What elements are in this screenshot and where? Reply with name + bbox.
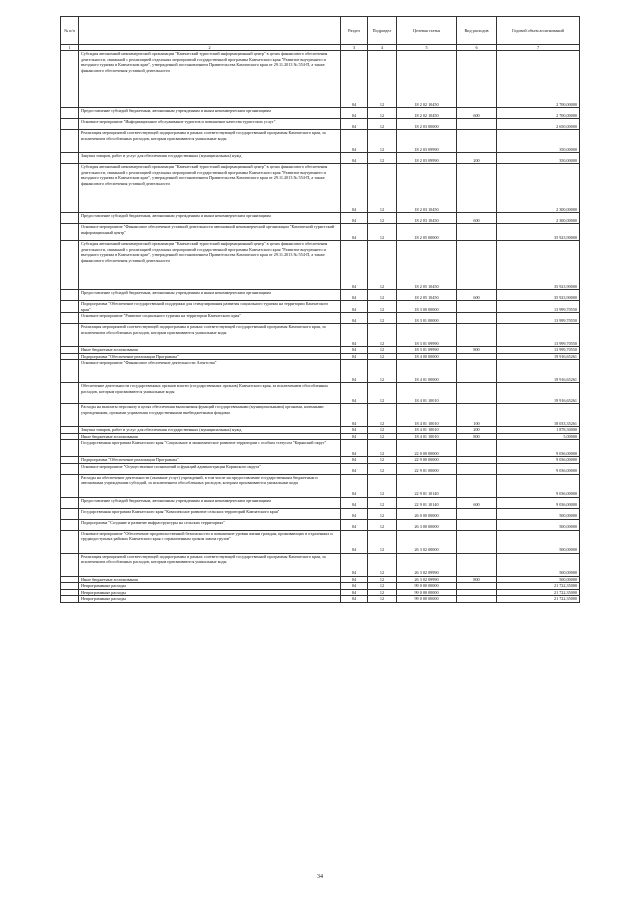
row-subsection-cell: 12 [368, 497, 397, 508]
table-row [61, 164, 580, 213]
row-expense-type-cell [457, 519, 497, 530]
row-amount-cell: 9 036,00000 [497, 497, 580, 508]
row-number-cell [61, 383, 79, 404]
table-row [61, 51, 580, 108]
row-subsection-cell: 12 [368, 553, 397, 576]
row-expense-type-cell [457, 383, 497, 404]
row-name-cell: Закупка товаров, работ и услуг для обеспечения государственных (муниципальных) нужд [79, 153, 341, 164]
row-target-cell: 18 4 00 00000 [397, 353, 457, 360]
row-expense-type-cell [457, 596, 497, 603]
row-subsection-cell: 12 [368, 583, 397, 590]
row-expense-type-cell [457, 119, 497, 130]
row-amount-cell: 13 999,70550 [497, 347, 580, 354]
table-row [61, 463, 580, 474]
row-target-cell: 18 2 03 09990 [397, 130, 457, 153]
row-section-cell: 04 [341, 519, 368, 530]
table-row [61, 324, 580, 347]
row-section-cell: 04 [341, 457, 368, 464]
row-target-cell: 26 3 02 09990 [397, 576, 457, 583]
row-target-cell: 18 3 01 09990 [397, 347, 457, 354]
row-target-cell: 18 4 01 10010 [397, 433, 457, 440]
row-expense-type-cell [457, 508, 497, 519]
row-subsection-cell: 12 [368, 427, 397, 434]
row-section-cell: 04 [341, 553, 368, 576]
row-number-cell [61, 519, 79, 530]
row-expense-type-cell [457, 440, 497, 457]
row-target-cell: 22 0 00 00000 [397, 440, 457, 457]
table-row [61, 508, 580, 519]
row-number-cell [61, 360, 79, 383]
row-target-cell: 26 3 02 09990 [397, 553, 457, 576]
row-subsection-cell: 12 [368, 51, 397, 108]
row-target-cell: 18 2 05 00000 [397, 224, 457, 241]
row-section-cell: 04 [341, 589, 368, 596]
table-row [61, 119, 580, 130]
row-number-cell [61, 224, 79, 241]
row-amount-cell: 500,00000 [497, 519, 580, 530]
row-target-cell: 18 2 03 00000 [397, 119, 457, 130]
row-target-cell: 18 4 01 10010 [397, 404, 457, 427]
row-expense-type-cell [457, 313, 497, 324]
row-name-cell: Основное мероприятие "Осуществление полномочий и функций администрации Корякского округа" [79, 463, 341, 474]
table-row [61, 360, 580, 383]
row-subsection-cell: 12 [368, 596, 397, 603]
row-expense-type-cell: 600 [457, 108, 497, 119]
row-section-cell: 04 [341, 290, 368, 301]
row-name-cell: Иные бюджетные ассигнования [79, 576, 341, 583]
row-target-cell: 22 9 01 10140 [397, 497, 457, 508]
row-expense-type-cell [457, 360, 497, 383]
table-row [61, 108, 580, 119]
row-section-cell: 04 [341, 404, 368, 427]
row-section-cell: 04 [341, 427, 368, 434]
row-name-cell: Непрограммные расходы [79, 589, 341, 596]
row-expense-type-cell [457, 51, 497, 108]
row-amount-cell: 350,00000 [497, 153, 580, 164]
row-number-cell [61, 508, 79, 519]
row-name-cell: Подпрограмма "Обеспечение государственной поддержки для стимулирования развития социального туризма на территории Камчатского края" [79, 301, 341, 313]
row-section-cell: 04 [341, 241, 368, 290]
row-target-cell: 18 2 02 10450 [397, 108, 457, 119]
row-subsection-cell: 12 [368, 433, 397, 440]
row-number-cell [61, 463, 79, 474]
row-name-cell: Субсидия автономной некоммерческой организации "Камчатский туристский информационный центр" в целях финансового обеспечения деятельности, связанной с реализацией отдельных мероприятий государственной программы Камчатского края "Развитие внутреннего и въездного туризма в Камчатском крае", утвержденной постановлением Правительства Камчатского края от 29.11.2013 № 554-П, а также финансового обеспечения уставной деятельности [79, 164, 341, 213]
budget-table [60, 16, 580, 603]
row-amount-cell: 21 722,35000 [497, 589, 580, 596]
row-name-cell: Реализация мероприятий соответствующей подпрограммы в рамках соответствующей государственной программы Камчатского края, за исключением обособленных расходов, которым присваиваются уникальные коды [79, 324, 341, 347]
row-target-cell: 26 3 00 00000 [397, 519, 457, 530]
row-expense-type-cell: 800 [457, 433, 497, 440]
row-section-cell: 04 [341, 360, 368, 383]
row-number-cell [61, 324, 79, 347]
row-section-cell: 04 [341, 130, 368, 153]
row-section-cell: 04 [341, 530, 368, 553]
column-index: 7 [497, 45, 580, 51]
row-section-cell: 04 [341, 463, 368, 474]
row-name-cell: Предоставление субсидий бюджетным, автономным учреждениям и иным некоммерческим организациям [79, 108, 341, 119]
row-subsection-cell: 12 [368, 589, 397, 596]
row-subsection-cell: 12 [368, 508, 397, 519]
row-expense-type-cell [457, 530, 497, 553]
row-name-cell: Субсидия автономной некоммерческой организации "Камчатский туристский информационный центр" в целях финансового обеспечения деятельности, связанной с реализацией отдельных мероприятий государственной программы Камчатского края "Развитие внутреннего и въездного туризма в Камчатском крае", утвержденной постановлением Правительства Камчатского края от 29.11.2013 № 554-П, а также финансового обеспечения уставной деятельности [79, 51, 341, 108]
row-expense-type-cell: 800 [457, 347, 497, 354]
column-index: 1 [61, 45, 79, 51]
row-subsection-cell: 12 [368, 474, 397, 497]
row-expense-type-cell [457, 164, 497, 213]
row-subsection-cell: 12 [368, 353, 397, 360]
row-amount-cell: 2 300,00000 [497, 164, 580, 213]
row-name-cell: Реализация мероприятий соответствующей подпрограммы в рамках соответствующей государственной программы Камчатского края, за исключением обособленных расходов, которым присваиваются уникальные коды [79, 130, 341, 153]
row-section-cell: 04 [341, 433, 368, 440]
row-number-cell [61, 119, 79, 130]
row-number-cell [61, 596, 79, 603]
row-expense-type-cell: 800 [457, 576, 497, 583]
row-subsection-cell: 12 [368, 576, 397, 583]
row-section-cell: 04 [341, 324, 368, 347]
column-index: 6 [457, 45, 497, 51]
row-amount-cell: 5,00000 [497, 433, 580, 440]
row-expense-type-cell [457, 463, 497, 474]
row-target-cell: 18 2 05 10450 [397, 241, 457, 290]
row-section-cell: 04 [341, 383, 368, 404]
row-name-cell: Предоставление субсидий бюджетным, автономным учреждениям и иным некоммерческим организациям [79, 213, 341, 224]
row-number-cell [61, 474, 79, 497]
row-amount-cell: 500,00000 [497, 553, 580, 576]
row-name-cell: Реализация мероприятий соответствующей подпрограммы в рамках соответствующей государственной программы Камчатского края, за исключением обособленных расходов, которым присваиваются уникальные коды [79, 553, 341, 576]
row-section-cell: 04 [341, 301, 368, 313]
row-expense-type-cell [457, 301, 497, 313]
table-row [61, 153, 580, 164]
row-expense-type-cell [457, 130, 497, 153]
row-subsection-cell: 12 [368, 108, 397, 119]
row-amount-cell: 21 722,35000 [497, 596, 580, 603]
row-expense-type-cell [457, 241, 497, 290]
row-target-cell: 18 3 00 00000 [397, 301, 457, 313]
row-number-cell [61, 530, 79, 553]
table-row [61, 213, 580, 224]
column-index: 3 [341, 45, 368, 51]
row-amount-cell: 2 650,00000 [497, 119, 580, 130]
table-row [61, 224, 580, 241]
row-section-cell: 04 [341, 51, 368, 108]
row-expense-type-cell: 600 [457, 290, 497, 301]
table-row [61, 130, 580, 153]
row-subsection-cell: 12 [368, 440, 397, 457]
row-section-cell: 04 [341, 576, 368, 583]
row-name-cell: Обеспечение деятельности государственных органов власти (государственных органов) Камчатского края, за исключением обособленных расходов, которым присваиваются уникальные коды [79, 383, 341, 404]
row-name-cell: Закупка товаров, работ и услуг для обеспечения государственных (муниципальных) нужд [79, 427, 341, 434]
row-number-cell [61, 290, 79, 301]
header-amount: Годовой объем ассигнований [497, 17, 580, 45]
row-name-cell: Основное мероприятие "Финансовое обеспечение уставной деятельности автономной некоммерческой организации "Камчатский туристский информационный центр" [79, 224, 341, 241]
row-name-cell: Подпрограмма "Обеспечение реализации Программы" [79, 457, 341, 464]
row-section-cell: 04 [341, 583, 368, 590]
row-subsection-cell: 12 [368, 119, 397, 130]
row-section-cell: 04 [341, 213, 368, 224]
row-subsection-cell: 12 [368, 404, 397, 427]
row-section-cell: 04 [341, 347, 368, 354]
row-subsection-cell: 12 [368, 347, 397, 354]
row-subsection-cell: 12 [368, 130, 397, 153]
row-target-cell: 18 3 01 09990 [397, 324, 457, 347]
row-section-cell: 04 [341, 119, 368, 130]
row-target-cell: 18 2 05 10450 [397, 290, 457, 301]
row-amount-cell: 9 036,00000 [497, 440, 580, 457]
row-subsection-cell: 12 [368, 324, 397, 347]
row-amount-cell: 35 923,90000 [497, 241, 580, 290]
table-row [61, 290, 580, 301]
row-target-cell: 18 4 01 10010 [397, 427, 457, 434]
row-number-cell [61, 553, 79, 576]
row-target-cell: 99 0 00 00000 [397, 583, 457, 590]
header-section: Раздел [341, 17, 368, 45]
row-amount-cell: 9 036,00000 [497, 463, 580, 474]
row-amount-cell: 2 300,00000 [497, 213, 580, 224]
row-section-cell: 04 [341, 313, 368, 324]
header-expense-type: Вид расходов [457, 17, 497, 45]
row-name-cell: Субсидия автономной некоммерческой организации "Камчатский туристский информационный центр" в целях финансового обеспечения деятельности, связанной с реализацией отдельных мероприятий государственной программы Камчатского края "Развитие внутреннего и въездного туризма в Камчатском крае", утвержденной постановлением Правительства Камчатского края от 29.11.2013 № 554-П, а также финансового обеспечения уставной деятельности [79, 241, 341, 290]
row-name-cell: Расходы на обеспечение деятельности (оказание услуг) учреждений, в том числе на предоставление государственным бюджетным и автономным учреждениям субсидий, за исключением обособленных расходов, которым присваиваются уникальные коды [79, 474, 341, 497]
row-amount-cell: 13 999,70550 [497, 301, 580, 313]
row-number-cell [61, 301, 79, 313]
row-target-cell: 18 3 01 00000 [397, 313, 457, 324]
row-subsection-cell: 12 [368, 313, 397, 324]
row-target-cell: 18 4 01 00000 [397, 360, 457, 383]
table-header-row [61, 17, 580, 45]
row-expense-type-cell: 600 [457, 497, 497, 508]
row-amount-cell: 35 923,90000 [497, 224, 580, 241]
row-name-cell: Подпрограмма "Обеспечение реализации Программы" [79, 353, 341, 360]
row-number-cell [61, 404, 79, 427]
header-subsection: Подраздел [368, 17, 397, 45]
row-name-cell: Основное мероприятие "Развитие социального туризма на территории Камчатского края" [79, 313, 341, 324]
table-row [61, 596, 580, 603]
row-expense-type-cell [457, 553, 497, 576]
table-row [61, 497, 580, 508]
row-target-cell: 22 9 01 00000 [397, 463, 457, 474]
row-target-cell: 18 2 03 10450 [397, 213, 457, 224]
row-expense-type-cell: 600 [457, 213, 497, 224]
row-expense-type-cell [457, 224, 497, 241]
row-section-cell: 04 [341, 440, 368, 457]
row-name-cell: Иные бюджетные ассигнования [79, 433, 341, 440]
row-number-cell [61, 130, 79, 153]
row-number-cell [61, 51, 79, 108]
row-subsection-cell: 12 [368, 360, 397, 383]
row-amount-cell: 19 916,65261 [497, 360, 580, 383]
row-subsection-cell: 12 [368, 530, 397, 553]
row-number-cell [61, 440, 79, 457]
row-amount-cell: 19 916,65261 [497, 353, 580, 360]
row-number-cell [61, 164, 79, 213]
row-name-cell: Иные бюджетные ассигнования [79, 347, 341, 354]
table-row [61, 404, 580, 427]
table-row [61, 474, 580, 497]
row-target-cell: 18 2 02 10450 [397, 51, 457, 108]
row-name-cell: Основное мероприятие "Обеспечение продовольственной безопасности и повышение уровня жизни граждан, проживающих в отдаленных и труднодоступных районах Камчатского края с ограниченным сроком завоза грузов" [79, 530, 341, 553]
table-row [61, 553, 580, 576]
row-amount-cell: 500,00000 [497, 508, 580, 519]
row-amount-cell: 500,00000 [497, 576, 580, 583]
row-amount-cell: 18 033,35261 [497, 404, 580, 427]
row-section-cell: 04 [341, 108, 368, 119]
row-subsection-cell: 12 [368, 463, 397, 474]
row-section-cell: 04 [341, 153, 368, 164]
row-name-cell: Предоставление субсидий бюджетным, автономным учреждениям и иным некоммерческим организациям [79, 290, 341, 301]
row-amount-cell: 2 700,00000 [497, 108, 580, 119]
row-subsection-cell: 12 [368, 290, 397, 301]
row-expense-type-cell [457, 324, 497, 347]
row-section-cell: 04 [341, 508, 368, 519]
row-name-cell: Основное мероприятие "Информационное обслуживание туристов и повышение качества туристских услуг" [79, 119, 341, 130]
row-subsection-cell: 12 [368, 213, 397, 224]
row-section-cell: 04 [341, 353, 368, 360]
row-target-cell: 26 3 02 00000 [397, 530, 457, 553]
header-num: № п/п [61, 17, 79, 45]
row-expense-type-cell [457, 474, 497, 497]
row-name-cell: Государственная программа Камчатского края "Социальное и экономическое развитие территории с особым статусом "Корякский округ" [79, 440, 341, 457]
row-subsection-cell: 12 [368, 224, 397, 241]
row-number-cell [61, 241, 79, 290]
page-number: 34 [317, 874, 323, 880]
row-expense-type-cell: 200 [457, 153, 497, 164]
row-name-cell: Предоставление субсидий бюджетным, автономным учреждениям и иным некоммерческим организациям [79, 497, 341, 508]
row-number-cell [61, 213, 79, 224]
row-amount-cell: 13 999,70550 [497, 313, 580, 324]
row-amount-cell: 35 923,90000 [497, 290, 580, 301]
row-amount-cell: 350,00000 [497, 130, 580, 153]
row-section-cell: 04 [341, 164, 368, 213]
row-expense-type-cell: 100 [457, 404, 497, 427]
row-section-cell: 04 [341, 497, 368, 508]
row-amount-cell: 13 999,70550 [497, 324, 580, 347]
row-amount-cell: 2 700,00000 [497, 51, 580, 108]
column-index: 2 [79, 45, 341, 51]
row-subsection-cell: 12 [368, 164, 397, 213]
row-number-cell [61, 153, 79, 164]
header-name [79, 17, 341, 45]
row-subsection-cell: 12 [368, 241, 397, 290]
row-target-cell: 99 0 00 00000 [397, 589, 457, 596]
row-target-cell: 18 2 03 09990 [397, 153, 457, 164]
row-expense-type-cell: 200 [457, 427, 497, 434]
row-amount-cell: 9 036,00000 [497, 457, 580, 464]
table-row [61, 313, 580, 324]
row-subsection-cell: 12 [368, 153, 397, 164]
row-section-cell: 04 [341, 474, 368, 497]
row-target-cell: 22 9 01 10140 [397, 474, 457, 497]
column-index: 4 [368, 45, 397, 51]
row-amount-cell: 9 036,00000 [497, 474, 580, 497]
row-amount-cell: 21 722,35000 [497, 583, 580, 590]
row-subsection-cell: 12 [368, 457, 397, 464]
row-name-cell: Непрограммные расходы [79, 583, 341, 590]
table-row [61, 519, 580, 530]
row-target-cell: 18 2 03 10450 [397, 164, 457, 213]
header-target: Целевая статья [397, 17, 457, 45]
row-name-cell: Расходы на выплаты персоналу в целях обеспечения выполнения функций государственными (муниципальными) органами, казенными учреждениями, органами управления государственными внебюджетными фондами [79, 404, 341, 427]
row-target-cell: 22 9 00 00000 [397, 457, 457, 464]
row-name-cell: Непрограммные расходы [79, 596, 341, 603]
row-section-cell: 04 [341, 224, 368, 241]
table-row [61, 440, 580, 457]
table-row [61, 383, 580, 404]
row-subsection-cell: 12 [368, 301, 397, 313]
row-amount-cell: 1 878,30000 [497, 427, 580, 434]
row-subsection-cell: 12 [368, 519, 397, 530]
row-name-cell: Подпрограмма "Создание и развитие инфраструктуры на сельских территориях" [79, 519, 341, 530]
row-subsection-cell: 12 [368, 383, 397, 404]
row-number-cell [61, 313, 79, 324]
row-name-cell: Государственная программа Камчатского края "Комплексное развитие сельских территорий Камчатского края" [79, 508, 341, 519]
row-number-cell [61, 108, 79, 119]
table-row [61, 301, 580, 313]
row-section-cell: 04 [341, 596, 368, 603]
row-target-cell: 18 4 01 10010 [397, 383, 457, 404]
row-target-cell: 26 0 00 00000 [397, 508, 457, 519]
table-row [61, 530, 580, 553]
column-index: 5 [397, 45, 457, 51]
row-amount-cell: 19 916,65261 [497, 383, 580, 404]
table-body [61, 51, 580, 603]
row-amount-cell: 500,00000 [497, 530, 580, 553]
row-number-cell [61, 497, 79, 508]
table-row [61, 241, 580, 290]
row-target-cell: 99 0 00 00000 [397, 596, 457, 603]
row-name-cell: Основное мероприятие "Финансовое обеспечение деятельности Агентства" [79, 360, 341, 383]
